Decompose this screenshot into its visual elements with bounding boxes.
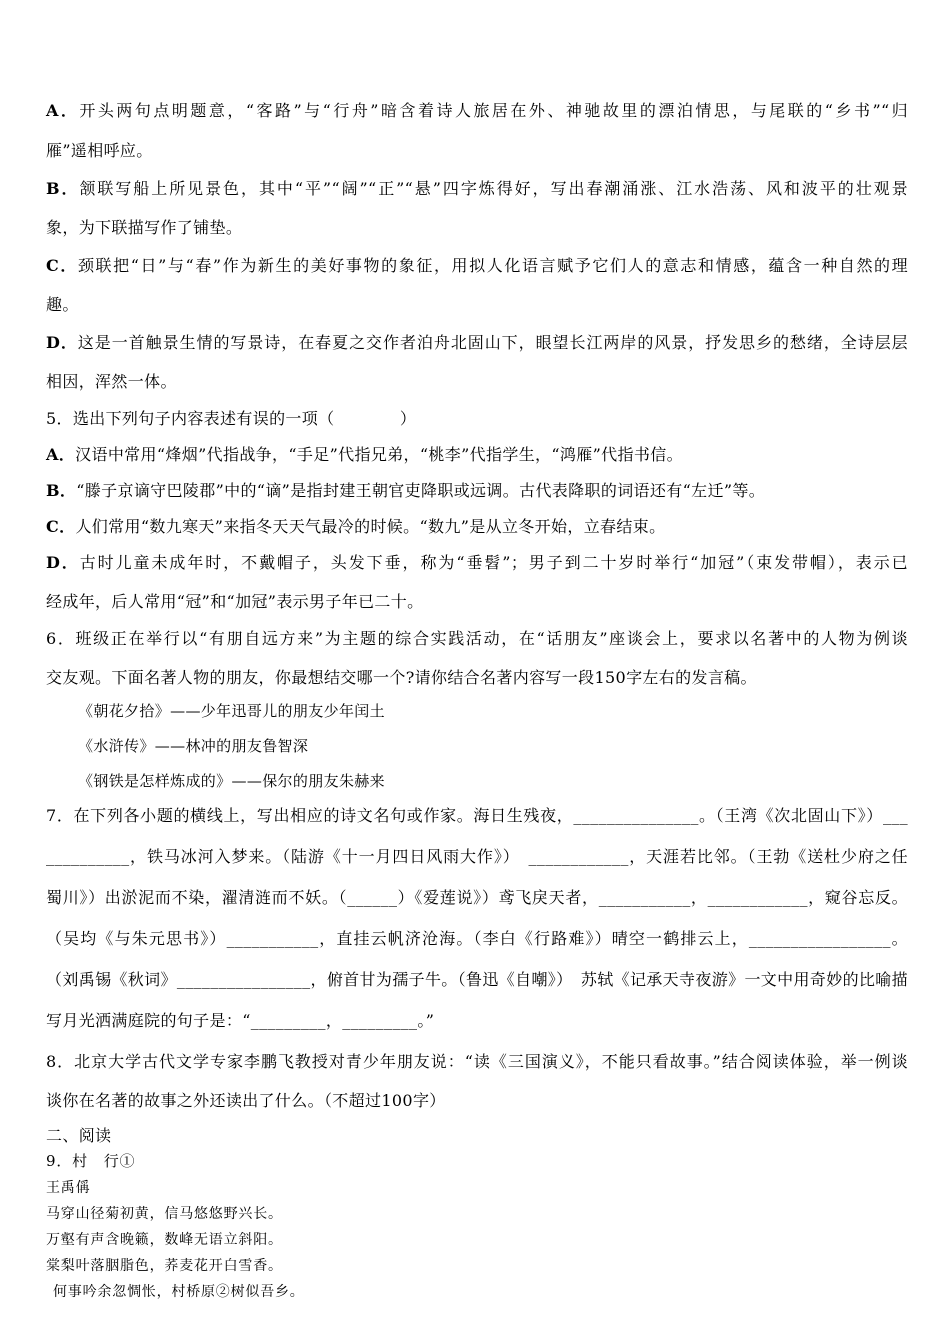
- option-text: 古时儿童未成年时，不戴帽子，头发下垂，称为“垂髫”；男子到二十岁时举行“加冠”（束发带帽），表示已: [79, 553, 909, 572]
- q6-stem: 6．班级正在举行以“有朋自远方来”为主题的综合实践活动，在“话朋友”座谈会上，要求以名著中的人物为例谈: [46, 629, 908, 648]
- poem-line-3: 棠梨叶落胭脂色，荞麦花开白雪香。: [46, 1258, 283, 1274]
- option-label: A．: [46, 445, 76, 464]
- poem-line-4: 何事吟余忽惆怅，村桥原②树似吾乡。: [53, 1284, 305, 1300]
- option-label: B．: [46, 179, 80, 198]
- poem-author: 王禹偁: [46, 1180, 91, 1196]
- q5-stem: 5．选出下列句子内容表述有误的一项（ ）: [46, 409, 417, 428]
- q4-option-b: [46, 176, 908, 238]
- option-text: 人们常用“数九寒天”来指冬天天气最冷的时候。“数九”是从立冬开始，立春结束。: [75, 517, 666, 536]
- q7-line-2: __________，铁马冰河入梦来。（陆游《十一月四日风雨大作》） ____________，天涯若比邻。（王勃《送杜少府之任: [46, 847, 908, 866]
- option-text: 开头两句点明题意，“客路”与“行舟”暗含着诗人旅居在外、神驰故里的漂泊情思，与尾联的“乡书”“归: [79, 101, 908, 120]
- q9-title: 9．村 行①: [46, 1152, 136, 1170]
- q7-line-1: 7．在下列各小题的横线上，写出相应的诗文名句或作家。海日生残夜，_______________。（王湾《次北固山下》）___: [46, 806, 908, 825]
- q5-option-d: [46, 550, 908, 612]
- q9-poem: [46, 1150, 908, 1301]
- q4-option-d: [46, 330, 908, 392]
- option-label: B．: [46, 481, 77, 500]
- q5-option-c: [46, 514, 908, 537]
- q4-option-c: [46, 253, 908, 315]
- option-text-cont: 趣。: [46, 295, 79, 314]
- q4-option-a: [46, 98, 908, 161]
- q7-line-4: （吴均《与朱元思书》）___________，直挂云帆济沧海。（李白《行路难》）晴空一鹤排云上，_________________。: [46, 929, 908, 948]
- option-label: C．: [46, 256, 78, 275]
- q6-item-1: 《朝花夕拾》——少年迅哥儿的朋友少年闰土: [78, 702, 386, 720]
- section-title: 二、阅读: [46, 1126, 112, 1145]
- option-text-cont: 雁”遥相呼应。: [46, 141, 153, 160]
- option-text: 颔联写船上所见景色，其中“平”“阔”“正”“悬”四字炼得好，写出春潮涌涨、江水浩荡、风和波平的壮观景: [79, 179, 908, 198]
- option-label: D．: [46, 553, 80, 572]
- option-label: D．: [46, 333, 78, 352]
- option-text: “滕子京谪守巴陵郡”中的“谪”是指封建王朝官吏降职或远调。古代表降职的词语还有“左迁”等。: [76, 481, 766, 500]
- q6-item-2: 《水浒传》——林冲的朋友鲁智深: [78, 737, 309, 755]
- q7-line-5: （刘禹锡《秋词》________________，俯首甘为孺子牛。（鲁迅《自嘲》） 苏轼《记承天寺夜游》一文中用奇妙的比喻描: [46, 970, 908, 989]
- q7-line-6: 写月光洒满庭院的句子是：“_________，_________。”: [46, 1011, 435, 1030]
- poem-line-1: 马穿山径菊初黄，信马悠悠野兴长。: [46, 1206, 283, 1222]
- option-text-cont: 经成年，后人常用“冠”和“加冠”表示男子年已二十。: [46, 592, 424, 611]
- q8-stem: 8．北京大学古代文学专家李鹏飞教授对青少年朋友说：“读《三国演义》，不能只看故事。”结合阅读体验，举一例谈: [46, 1052, 908, 1071]
- option-text-cont: 象，为下联描写作了铺垫。: [46, 218, 243, 237]
- option-text: 这是一首触景生情的写景诗，在春夏之交作者泊舟北固山下，眼望长江两岸的风景，抒发思乡的愁绪，全诗层层: [77, 333, 909, 352]
- q8-stem-cont: 谈你在名著的故事之外还读出了什么。（不超过100字）: [46, 1091, 446, 1110]
- q6-stem-cont: 交友观。下面名著人物的朋友，你最想结交哪一个?请你结合名著内容写一段150字左右的发言稿。: [46, 668, 757, 687]
- q5-option-b: [46, 478, 908, 501]
- option-label: C．: [46, 517, 76, 536]
- option-text: 汉语中常用“烽烟”代指战争，“手足”代指兄弟，“桃李”代指学生，“鸿雁”代指书信。: [75, 445, 683, 464]
- document-page: [46, 98, 908, 1301]
- q5-option-a: [46, 442, 908, 465]
- poem-line-2: 万壑有声含晚籁，数峰无语立斜阳。: [46, 1232, 283, 1248]
- q6-item-3: 《钢铁是怎样炼成的》——保尔的朋友朱赫来: [78, 772, 386, 790]
- option-text-cont: 相因，浑然一体。: [46, 372, 177, 391]
- option-label: A．: [46, 101, 80, 120]
- q7-line-3: 蜀川》）出淤泥而不染，濯清涟而不妖。（______）《爱莲说》）鸢飞戾天者，___________，____________，窥谷忘反。: [46, 888, 908, 907]
- option-text: 颈联把“日”与“春”作为新生的美好事物的象征，用拟人化语言赋予它们人的意志和情感，蕴含一种自然的理: [77, 256, 909, 275]
